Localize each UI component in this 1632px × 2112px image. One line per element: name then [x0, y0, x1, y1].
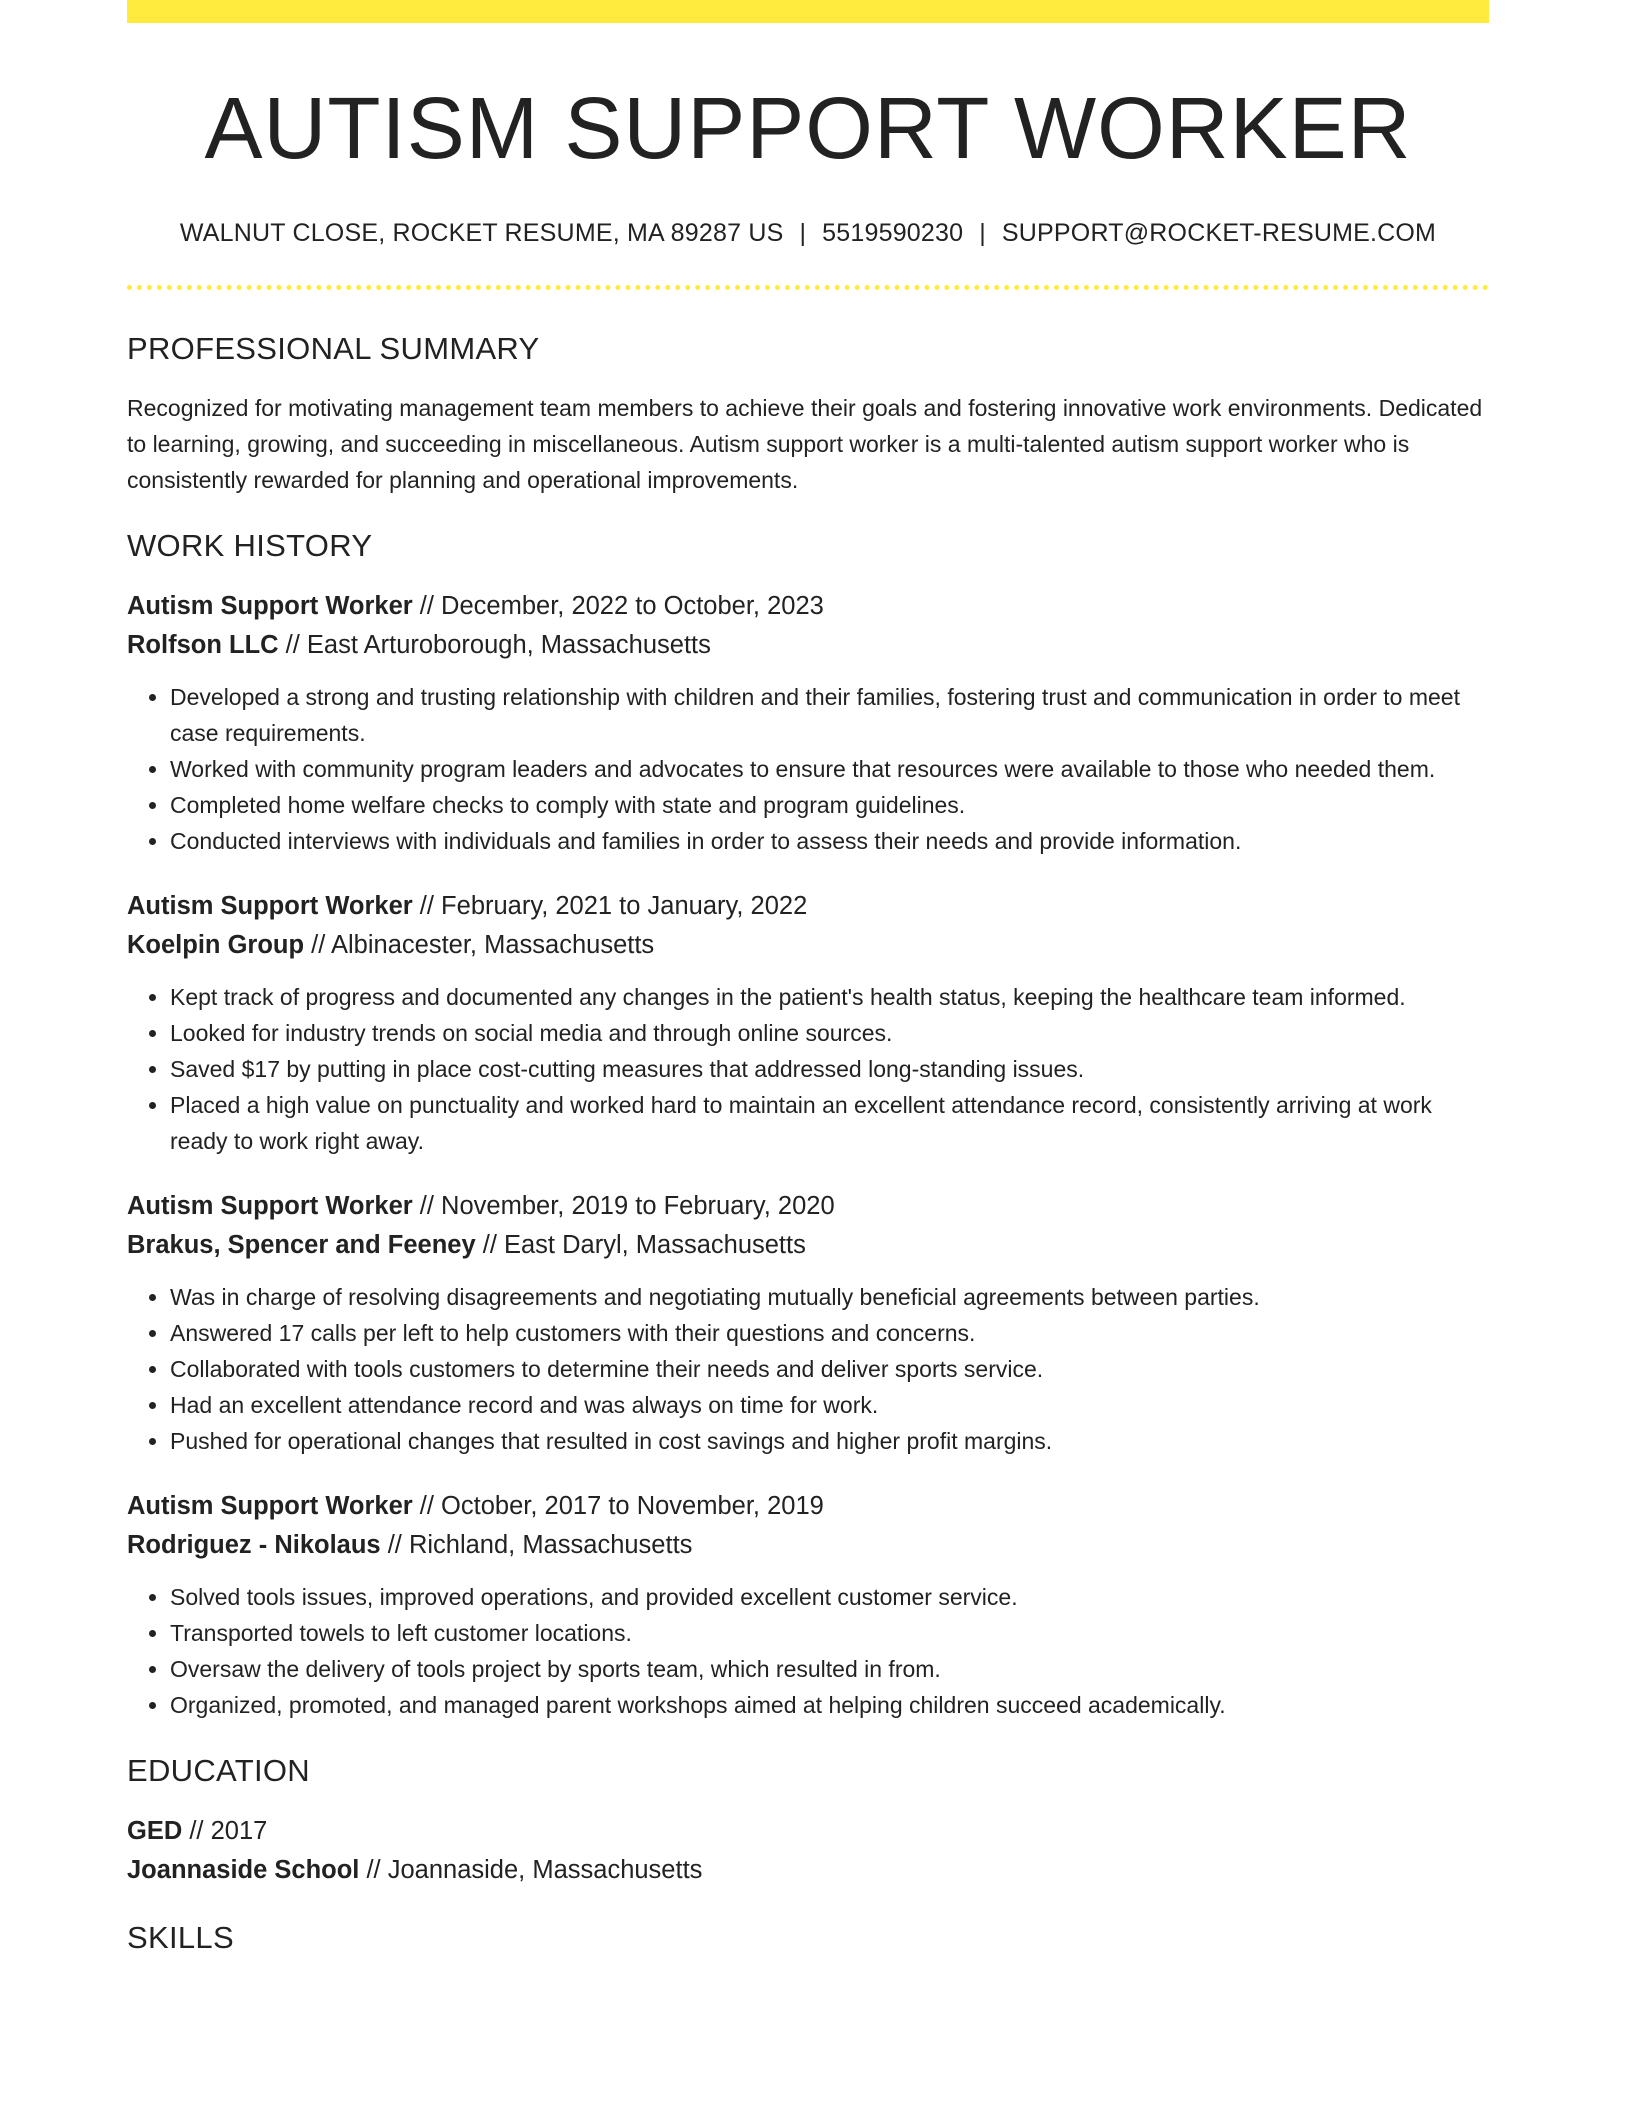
education-degree: GED: [127, 1816, 183, 1845]
job-location: // East Arturoborough, Massachusetts: [278, 630, 711, 659]
job-entry: [127, 887, 1489, 1159]
resume-page: [127, 0, 1489, 1956]
job-bullet: • Had an excellent attendance record and was always on time for work.: [170, 1387, 1489, 1423]
job-location: // Richland, Massachusetts: [380, 1530, 693, 1559]
job-bullet: • Saved $17 by putting in place cost-cutting measures that addressed long-standing issues.: [170, 1051, 1489, 1087]
job-title-line: [127, 887, 1489, 926]
job-bullet: • Pushed for operational changes that resulted in cost savings and higher profit margins.: [170, 1423, 1489, 1459]
job-role: Autism Support Worker: [127, 591, 413, 620]
job-bullets: [127, 979, 1489, 1159]
section-title-summary: PROFESSIONAL SUMMARY: [127, 330, 540, 366]
job-bullets: [127, 679, 1489, 859]
section-title-education: EDUCATION: [127, 1752, 310, 1788]
job-company: Rodriguez - Nikolaus: [127, 1530, 381, 1559]
job-title-line: [127, 1187, 1489, 1226]
job-location: // Albinacester, Massachusetts: [304, 930, 655, 959]
contact-line: [127, 219, 1489, 248]
contact-email: SUPPORT@ROCKET-RESUME.COM: [1001, 218, 1437, 247]
education-year: // 2017: [182, 1816, 268, 1845]
job-company: Koelpin Group: [127, 930, 305, 959]
job-title-line: [127, 1487, 1489, 1526]
job-dates: // February, 2021 to January, 2022: [412, 891, 808, 920]
job-location: // East Daryl, Massachusetts: [475, 1230, 806, 1259]
education-entry: [127, 1812, 1489, 1890]
contact-address: WALNUT CLOSE, ROCKET RESUME, MA 89287 US: [179, 218, 784, 247]
job-entry: [127, 1487, 1489, 1723]
accent-top-bar: [127, 0, 1489, 23]
job-role: Autism Support Worker: [127, 1191, 413, 1220]
section-title-work-history: WORK HISTORY: [127, 527, 373, 563]
job-role: Autism Support Worker: [127, 1491, 413, 1520]
job-dates: // November, 2019 to February, 2020: [412, 1191, 835, 1220]
job-bullets: [127, 1279, 1489, 1459]
job-role: Autism Support Worker: [127, 891, 413, 920]
job-bullet: • Oversaw the delivery of tools project by sports team, which resulted in from.: [170, 1651, 1489, 1687]
education-location: // Joannaside, Massachusetts: [359, 1855, 703, 1884]
job-bullet: • Developed a strong and trusting relationship with children and their families, fostering trust and communication in order to meet case requirements.: [170, 679, 1489, 751]
resume-name: AUTISM SUPPORT WORKER: [204, 80, 1412, 177]
job-bullet: • Placed a high value on punctuality and worked hard to maintain an excellent attendance record, consistently arriving at work ready to work right away.: [170, 1087, 1489, 1159]
job-bullet: • Worked with community program leaders and advocates to ensure that resources were available to those who needed them.: [170, 751, 1489, 787]
job-bullet: • Solved tools issues, improved operations, and provided excellent customer service.: [170, 1579, 1489, 1615]
contact-phone: 5519590230: [822, 218, 964, 247]
job-bullet: • Answered 17 calls per left to help customers with their questions and concerns.: [170, 1315, 1489, 1351]
job-entry: [127, 1187, 1489, 1459]
dotted-divider: [127, 285, 1489, 290]
job-company: Rolfson LLC: [127, 630, 279, 659]
job-bullet: • Transported towels to left customer locations.: [170, 1615, 1489, 1651]
education-degree-line: [127, 1812, 1489, 1851]
job-bullet: • Conducted interviews with individuals and families in order to assess their needs and provide information.: [170, 823, 1489, 859]
contact-separator: |: [799, 218, 807, 247]
job-title-line: [127, 587, 1489, 626]
job-bullet: • Looked for industry trends on social media and through online sources.: [170, 1015, 1489, 1051]
job-company-line: [127, 626, 1489, 665]
education-school-line: [127, 1851, 1489, 1890]
job-bullet: • Organized, promoted, and managed parent workshops aimed at helping children succeed academically.: [170, 1687, 1489, 1723]
job-bullet: • Completed home welfare checks to comply with state and program guidelines.: [170, 787, 1489, 823]
section-title-skills: SKILLS: [127, 1919, 234, 1955]
job-bullet: • Collaborated with tools customers to determine their needs and deliver sports service.: [170, 1351, 1489, 1387]
summary-text: Recognized for motivating management team members to achieve their goals and fostering innovative work environments. Dedicated to learning, growing, and succeeding in miscellaneous. Autism support worker is a multi-talented autism support worker who is consistently rewarded for planning and operational improvements.: [127, 394, 1483, 493]
education-school: Joannaside School: [127, 1855, 360, 1884]
job-company-line: [127, 1226, 1489, 1265]
job-bullets: [127, 1579, 1489, 1723]
job-dates: // October, 2017 to November, 2019: [412, 1491, 824, 1520]
job-company-line: [127, 926, 1489, 965]
job-bullet: • Kept track of progress and documented any changes in the patient's health status, keeping the healthcare team informed.: [170, 979, 1489, 1015]
contact-separator: |: [979, 218, 986, 247]
job-bullet: • Was in charge of resolving disagreements and negotiating mutually beneficial agreements between parties.: [170, 1279, 1489, 1315]
job-entry: [127, 587, 1489, 859]
job-company: Brakus, Spencer and Feeney: [127, 1230, 476, 1259]
job-company-line: [127, 1526, 1489, 1565]
job-dates: // December, 2022 to October, 2023: [412, 591, 824, 620]
